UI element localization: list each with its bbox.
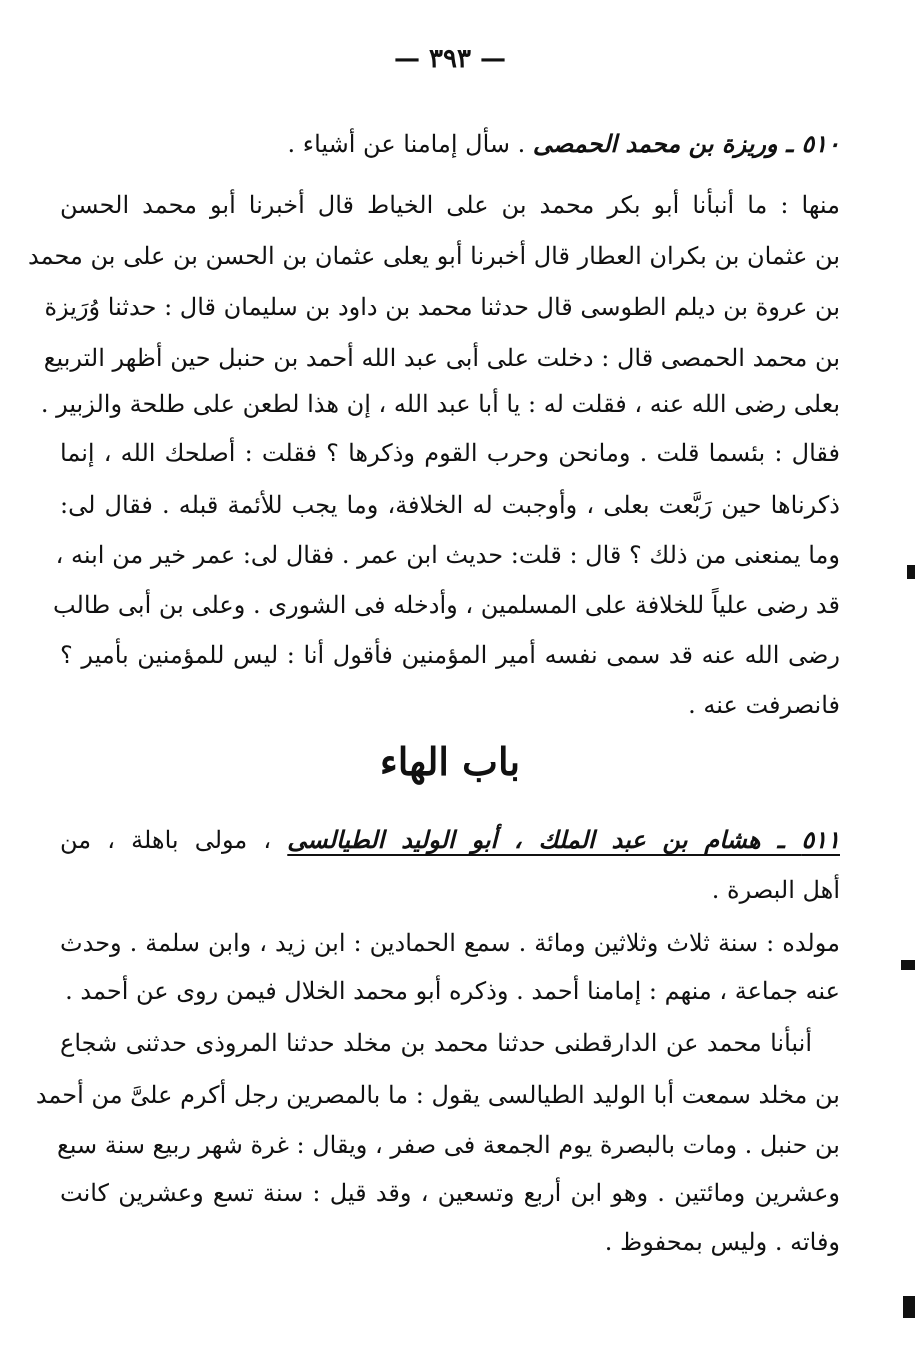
entry-510-line-1: منها : ما أنبأنا أبو بكر محمد بن على الخياط قال أخبرنا أبو محمد الحسن [60,191,840,219]
scan-margin-mark [903,1296,915,1318]
scan-margin-mark [901,960,915,970]
entry-511-para2-line-3: بن حنبل . ومات بالبصرة يوم الجمعة فى صفر ، ويقال : غرة شهر ربيع سنة سبع [56,1131,840,1159]
entry-510-heading: ٥١٠ ـ وريزة بن محمد الحمصى [532,129,840,158]
entry-510-heading-line [60,124,840,164]
entry-510-line-10: رضى الله عنه قد سمى نفسه أمير المؤمنين فأقول أنا : ليس للمؤمنين بأمير ؟ [60,641,840,669]
entry-510-line-4: بن محمد الحمصى قال : دخلت على أبى عبد الله أحمد بن حنبل حين أظهر التربيع [43,344,840,372]
entry-510-line-9: قد رضى علياً للخلافة على المسلمين ، وأدخله فى الشورى . وعلى بن أبى طالب [52,591,840,619]
entry-510-heading-rest: . سأل إمامنا عن أشياء . [287,130,526,158]
entry-511-para2-line-5: وفاته . وليس بمحفوظ . [604,1228,840,1256]
book-page [28,0,840,1362]
chapter-title: باب الهاء [379,739,521,784]
entry-511-heading: ٥١١ ـ هشام بن عبد الملك ، أبو الوليد الطيالسى [287,825,840,854]
entry-510-line-6: فقال : بئسما قلت . ومانحن وحرب القوم وذكرها ؟ فقلت : أصلحك الله ، إنما [60,439,840,467]
entry-510-line-7: ذكرناها حين رَبَّعت بعلى ، وأوجبت له الخلافة، وما يجب للأئمة قبله . فقال لى: [60,491,840,519]
entry-511-para2-line-4: وعشرين ومائتين . وهو ابن أربع وتسعين ، وقد قيل : سنة تسع وعشرين كانت [60,1179,840,1207]
entry-511-heading-line-2: أهل البصرة . [711,876,840,904]
entry-510-line-11: فانصرفت عنه . [688,691,840,719]
page-number: — ٣٩٣ — [393,44,507,74]
entry-510-line-3: بن عروة بن ديلم الطوسى قال حدثنا محمد بن داود بن سليمان قال : حدثنا وُرَيزة [44,293,840,321]
entry-510-line-2: بن عثمان بن بكران العطار قال أخبرنا أبو يعلى عثمان بن الحسن بن على بن محمد [28,242,840,270]
scan-margin-mark [907,565,915,579]
entry-511-para1-line-2: عنه جماعة ، منهم : إمامنا أحمد . وذكره أبو محمد الخلال فيمن روى عن أحمد . [65,977,840,1005]
entry-511-heading-rest: ، مولى باهلة ، من [60,826,272,854]
entry-511-para2-line-2: بن مخلد سمعت أبا الوليد الطيالسى يقول : ما بالمصرين رجل أكرم علىَّ من أحمد [35,1081,840,1109]
entry-511-para1-line-1: مولده : سنة ثلاث وثلاثين ومائة . سمع الحمادين : ابن زيد ، وابن سلمة . وحدث [60,929,840,957]
entry-511-heading-line [60,820,840,860]
entry-510-line-5: بعلى رضى الله عنه ، فقلت له : يا أبا عبد الله ، إن هذا لطعن على طلحة والزبير . [40,390,840,418]
entry-510-line-8: وما يمنعنى من ذلك ؟ قال : قلت: حديث ابن عمر . فقال لى: عمر خير من ابنه ، [55,541,840,569]
entry-511-para2-line-1: أنبأنا محمد عن الدارقطنى حدثنا محمد بن مخلد حدثنا المروذى حدثنى شجاع [60,1029,812,1057]
